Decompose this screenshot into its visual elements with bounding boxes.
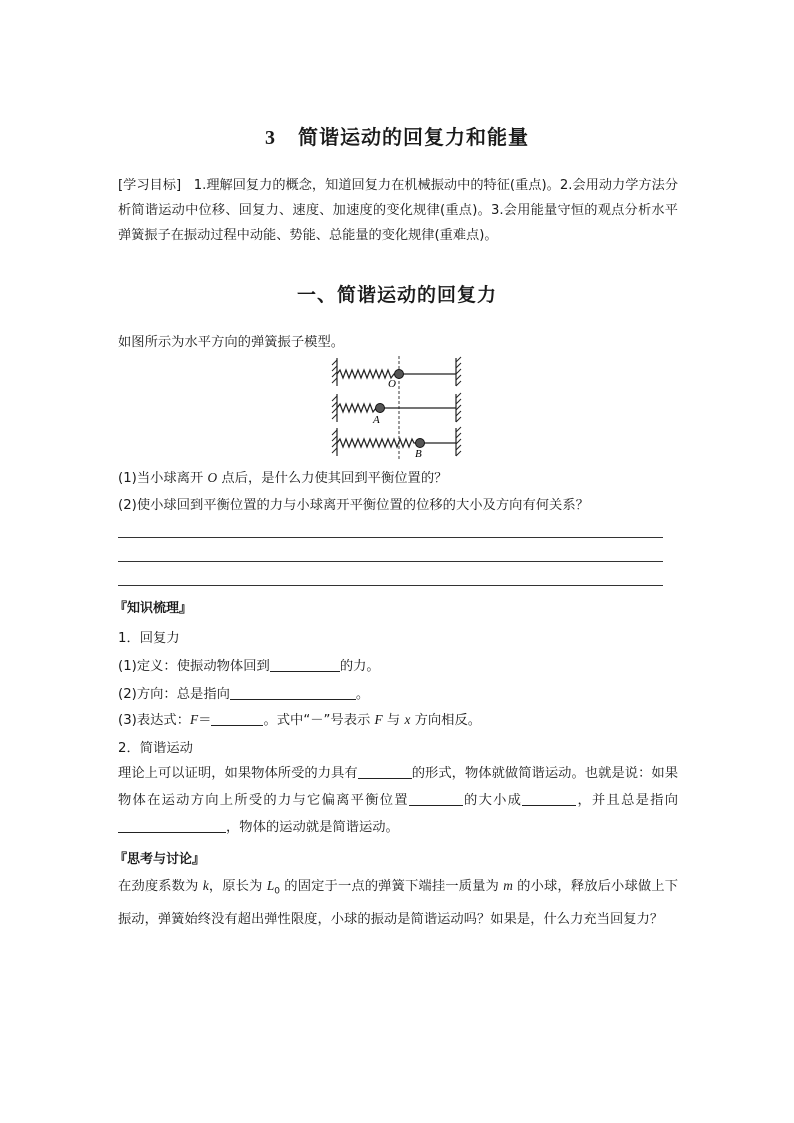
answer-line-3	[118, 585, 663, 586]
title-text: 简谐运动的回复力和能量	[298, 125, 529, 149]
expression-line: (3)表达式：F＝ 。式中“－”号表示 F 与 x 方向相反。	[118, 712, 482, 728]
fill-blank	[522, 791, 576, 806]
goals-label: [学习目标]	[118, 178, 182, 193]
fill-blank	[118, 818, 226, 833]
page-title	[0, 121, 794, 150]
learning-goals	[118, 173, 678, 248]
definition-line: (1)定义：使振动物体回到 的力。	[118, 659, 380, 674]
spring-2	[337, 404, 376, 412]
title-number: 3	[265, 127, 276, 149]
answer-line-2	[118, 561, 663, 562]
subheading-restoring-force: 1．回复力	[118, 631, 180, 646]
fill-blank	[270, 657, 340, 672]
goals-text: 1.理解回复力的概念，知道回复力在机械振动中的特征(重点)。2.会用动力学方法分析简谐运动中位移、回复力、速度、加速度的变化规律(重点)。3.会用能量守恒的观点分析水平弹簧振子在振动过程中动能、势能、总能量的变化规律(重难点)。	[118, 178, 679, 243]
label-a: A	[373, 414, 380, 426]
answer-line-1	[118, 537, 663, 538]
fill-blank	[230, 685, 356, 700]
direction-line: (2)方向：总是指向 。	[118, 687, 370, 702]
discussion-tag: 『思考与讨论』	[114, 852, 206, 867]
fill-blank	[211, 711, 263, 726]
ball-b	[416, 439, 425, 448]
spring-oscillator-figure	[330, 356, 466, 460]
section-heading: 一、简谐运动的回复力	[296, 284, 497, 306]
ball-a	[376, 404, 385, 413]
discussion-paragraph: 在劲度系数为 k，原长为 $L_0$ 的固定于一点的弹簧下端挂一质量为 m 的小球，释放后小球做上下振动，弹簧始终没有超出弹性限度，小球的振动是简谐运动吗？如果是，什么力充当回复力？	[118, 878, 679, 927]
fill-blank	[409, 791, 463, 806]
question-2: (2)使小球回到平衡位置的力与小球离开平衡位置的位移的大小及方向有何关系？	[118, 498, 589, 513]
spring-1	[337, 370, 396, 378]
fill-blank	[358, 764, 412, 779]
label-b: B	[415, 448, 422, 460]
shm-paragraph: 理论上可以证明，如果物体所受的力具有 的形式，物体就做简谐运动。也就是说：如果物体在运动方向上所受的力与它偏离平衡位置 的大小成 ，并且总是指向，物体的运动就是简谐运动。	[118, 766, 679, 835]
knowledge-tag: 『知识梳理』	[114, 601, 193, 616]
question-1: (1)当小球离开 O 点后，是什么力使其回到平衡位置的？	[118, 470, 448, 486]
figure-intro: 如图所示为水平方向的弹簧振子模型。	[118, 335, 345, 350]
label-o: O	[388, 378, 396, 390]
spring-3	[337, 439, 416, 447]
subheading-shm: 2．简谐运动	[118, 741, 193, 756]
